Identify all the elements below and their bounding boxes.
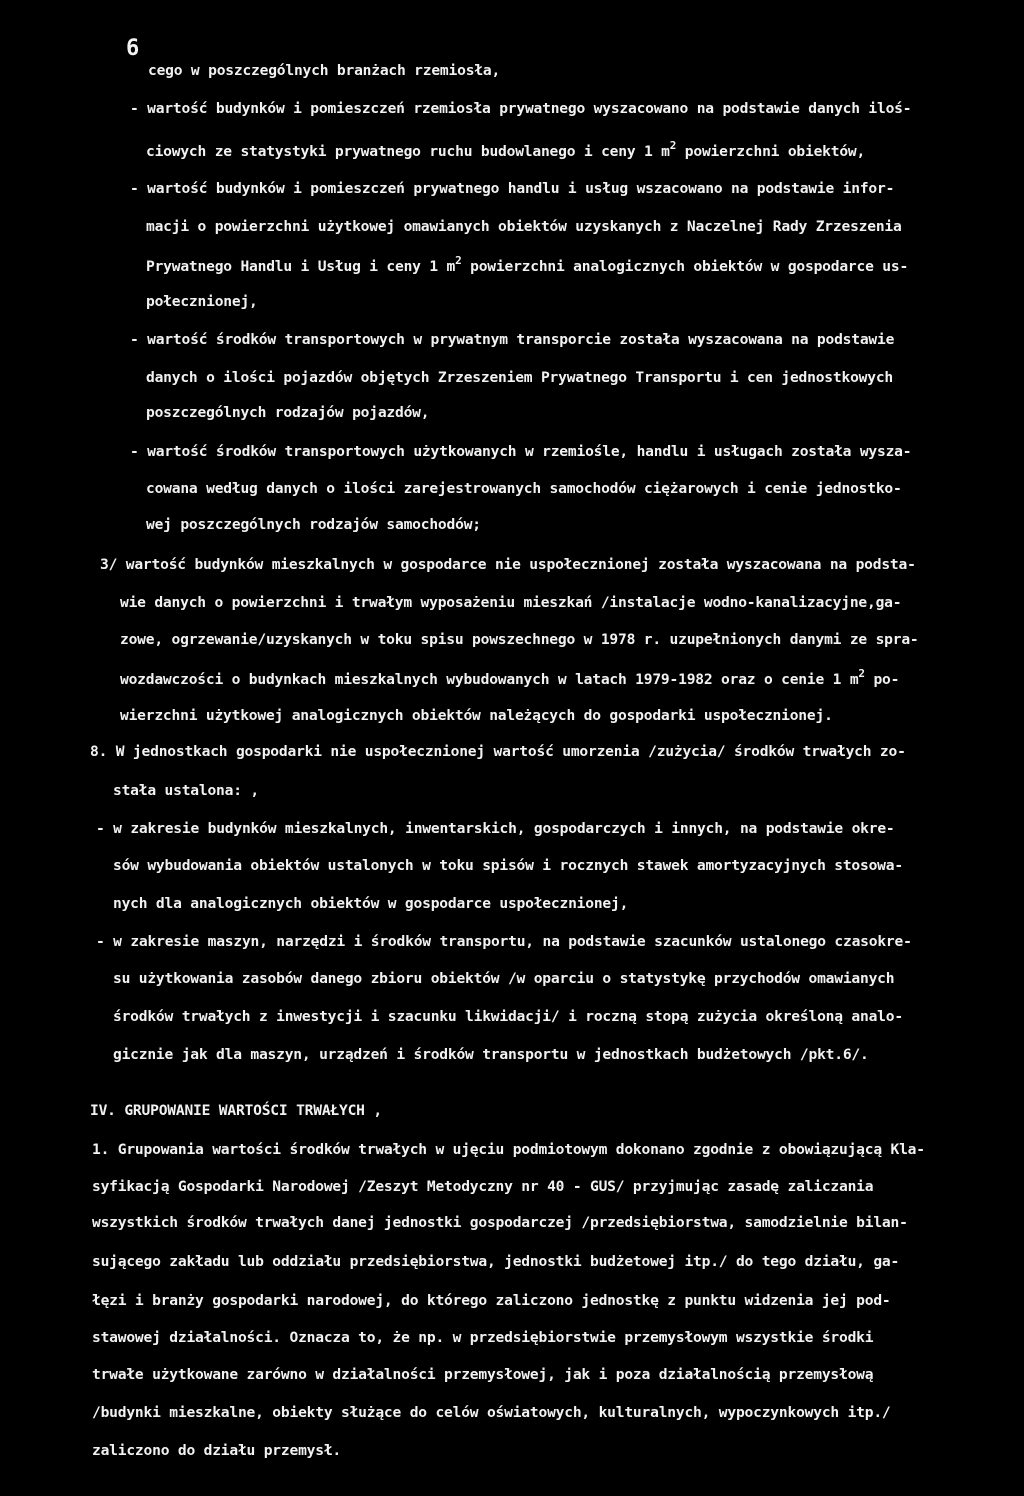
text-line: środków trwałych z inwestycji i szacunku likwidacji/ i roczną stopą zużycia określoną analo- xyxy=(113,1008,903,1025)
text-line: stała ustalona: , xyxy=(113,782,259,799)
text-line: wie danych o powierzchni i trwałym wyposażeniu mieszkań /instalacje wodno-kanalizacyjne,ga- xyxy=(120,594,902,611)
text-line: macji o powierzchni użytkowej omawianych obiektów uzyskanych z Naczelnej Rady Zrzeszenia xyxy=(146,218,902,235)
text-line: syfikacją Gospodarki Narodowej /Zeszyt Metodyczny nr 40 - GUS/ przyjmując zasadę zaliczania xyxy=(92,1178,874,1195)
text-line: wozdawczości o budynkach mieszkalnych wybudowanych w latach 1979-1982 oraz o cenie 1 $m^2$ po- xyxy=(120,667,900,688)
text-line: zaliczono do działu przemysł. xyxy=(92,1442,341,1459)
text-line: sującego zakładu lub oddziału przedsiębiorstwa, jednostki budżetowej itp./ do tego działu, ga- xyxy=(92,1253,900,1270)
section-heading: IV. GRUPOWANIE WARTOŚCI TRWAŁYCH , xyxy=(90,1102,382,1119)
text-line: wszystkich środków trwałych danej jednostki gospodarczej /przedsiębiorstwa, samodzielnie bilan- xyxy=(92,1214,908,1231)
text-line: - wartość budynków i pomieszczeń rzemiosła prywatnego wyszacowano na podstawie danych iloś- xyxy=(130,100,912,117)
text-line: su użytkowania zasobów danego zbioru obiektów /w oparciu o statystykę przychodów omawianych xyxy=(113,970,895,987)
text-line: wierzchni użytkowej analogicznych obiektów należących do gospodarki uspołecznionej. xyxy=(120,707,833,724)
text-line: - wartość środków transportowych użytkowanych w rzemiośle, handlu i usługach została wysza- xyxy=(130,443,912,460)
text-line: - w zakresie maszyn, narzędzi i środków transportu, na podstawie szacunków ustalonego czasokre- xyxy=(96,933,912,950)
text-line: ciowych ze statystyki prywatnego ruchu budowlanego i ceny 1 $m^2$ powierzchni obiektów, xyxy=(146,139,866,160)
text-line: wej poszczególnych rodzajów samochodów; xyxy=(146,516,481,533)
text-line: połecznionej, xyxy=(146,293,258,310)
text-line: /budynki mieszkalne, obiekty służące do celów oświatowych, kulturalnych, wypoczynkowych itp./ xyxy=(92,1404,891,1421)
text-line: - wartość budynków i pomieszczeń prywatnego handlu i usług wszacowano na podstawie infor- xyxy=(130,180,895,197)
text-line: nych dla analogicznych obiektów w gospodarce uspołecznionej, xyxy=(113,895,629,912)
text-line: danych o ilości pojazdów objętych Zrzeszeniem Prywatnego Transportu i cen jednostkowych xyxy=(146,369,893,386)
text-line: 3/ wartość budynków mieszkalnych w gospodarce nie uspołecznionej została wyszacowana na podsta- xyxy=(100,556,916,573)
text-line: 8. W jednostkach gospodarki nie uspołecznionej wartość umorzenia /zużycia/ środków trwałych zo- xyxy=(90,743,906,760)
text-line: trwałe użytkowane zarówno w działalności przemysłowej, jak i poza działalnością przemysłową xyxy=(92,1366,874,1383)
text-line: sów wybudowania obiektów ustalonych w toku spisów i rocznych stawek amortyzacyjnych stosowa- xyxy=(113,857,903,874)
text-line: zowe, ogrzewanie/uzyskanych w toku spisu powszechnego w 1978 r. uzupełnionych danymi ze spra- xyxy=(120,631,919,648)
text-line: łęzi i branży gospodarki narodowej, do którego zaliczono jednostkę z punktu widzenia jej pod- xyxy=(92,1292,891,1309)
text-line: poszczególnych rodzajów pojazdów, xyxy=(146,404,430,421)
text-line: 1. Grupowania wartości środków trwałych w ujęciu podmiotowym dokonano zgodnie z obowiązującą Kla- xyxy=(92,1141,925,1158)
text-line: - w zakresie budynków mieszkalnych, inwentarskich, gospodarczych i innych, na podstawie okre- xyxy=(96,820,895,837)
text-line: stawowej działalności. Oznacza to, że np. w przedsiębiorstwie przemysłowym wszystkie środki xyxy=(92,1329,874,1346)
text-line: - wartość środków transportowych w prywatnym transporcie została wyszacowana na podstawie xyxy=(130,331,895,348)
text-line: gicznie jak dla maszyn, urządzeń i środków transportu w jednostkach budżetowych /pkt.6/. xyxy=(113,1046,869,1063)
text-line: cego w poszczególnych branżach rzemiosła, xyxy=(148,62,501,79)
page-number: 6 xyxy=(126,36,140,61)
text-line: cowana według danych o ilości zarejestrowanych samochodów ciężarowych i cenie jednostko- xyxy=(146,480,902,497)
text-line: Prywatnego Handlu i Usług i ceny 1 $m^2$ powierzchni analogicznych obiektów w gospodarce us- xyxy=(146,254,909,275)
